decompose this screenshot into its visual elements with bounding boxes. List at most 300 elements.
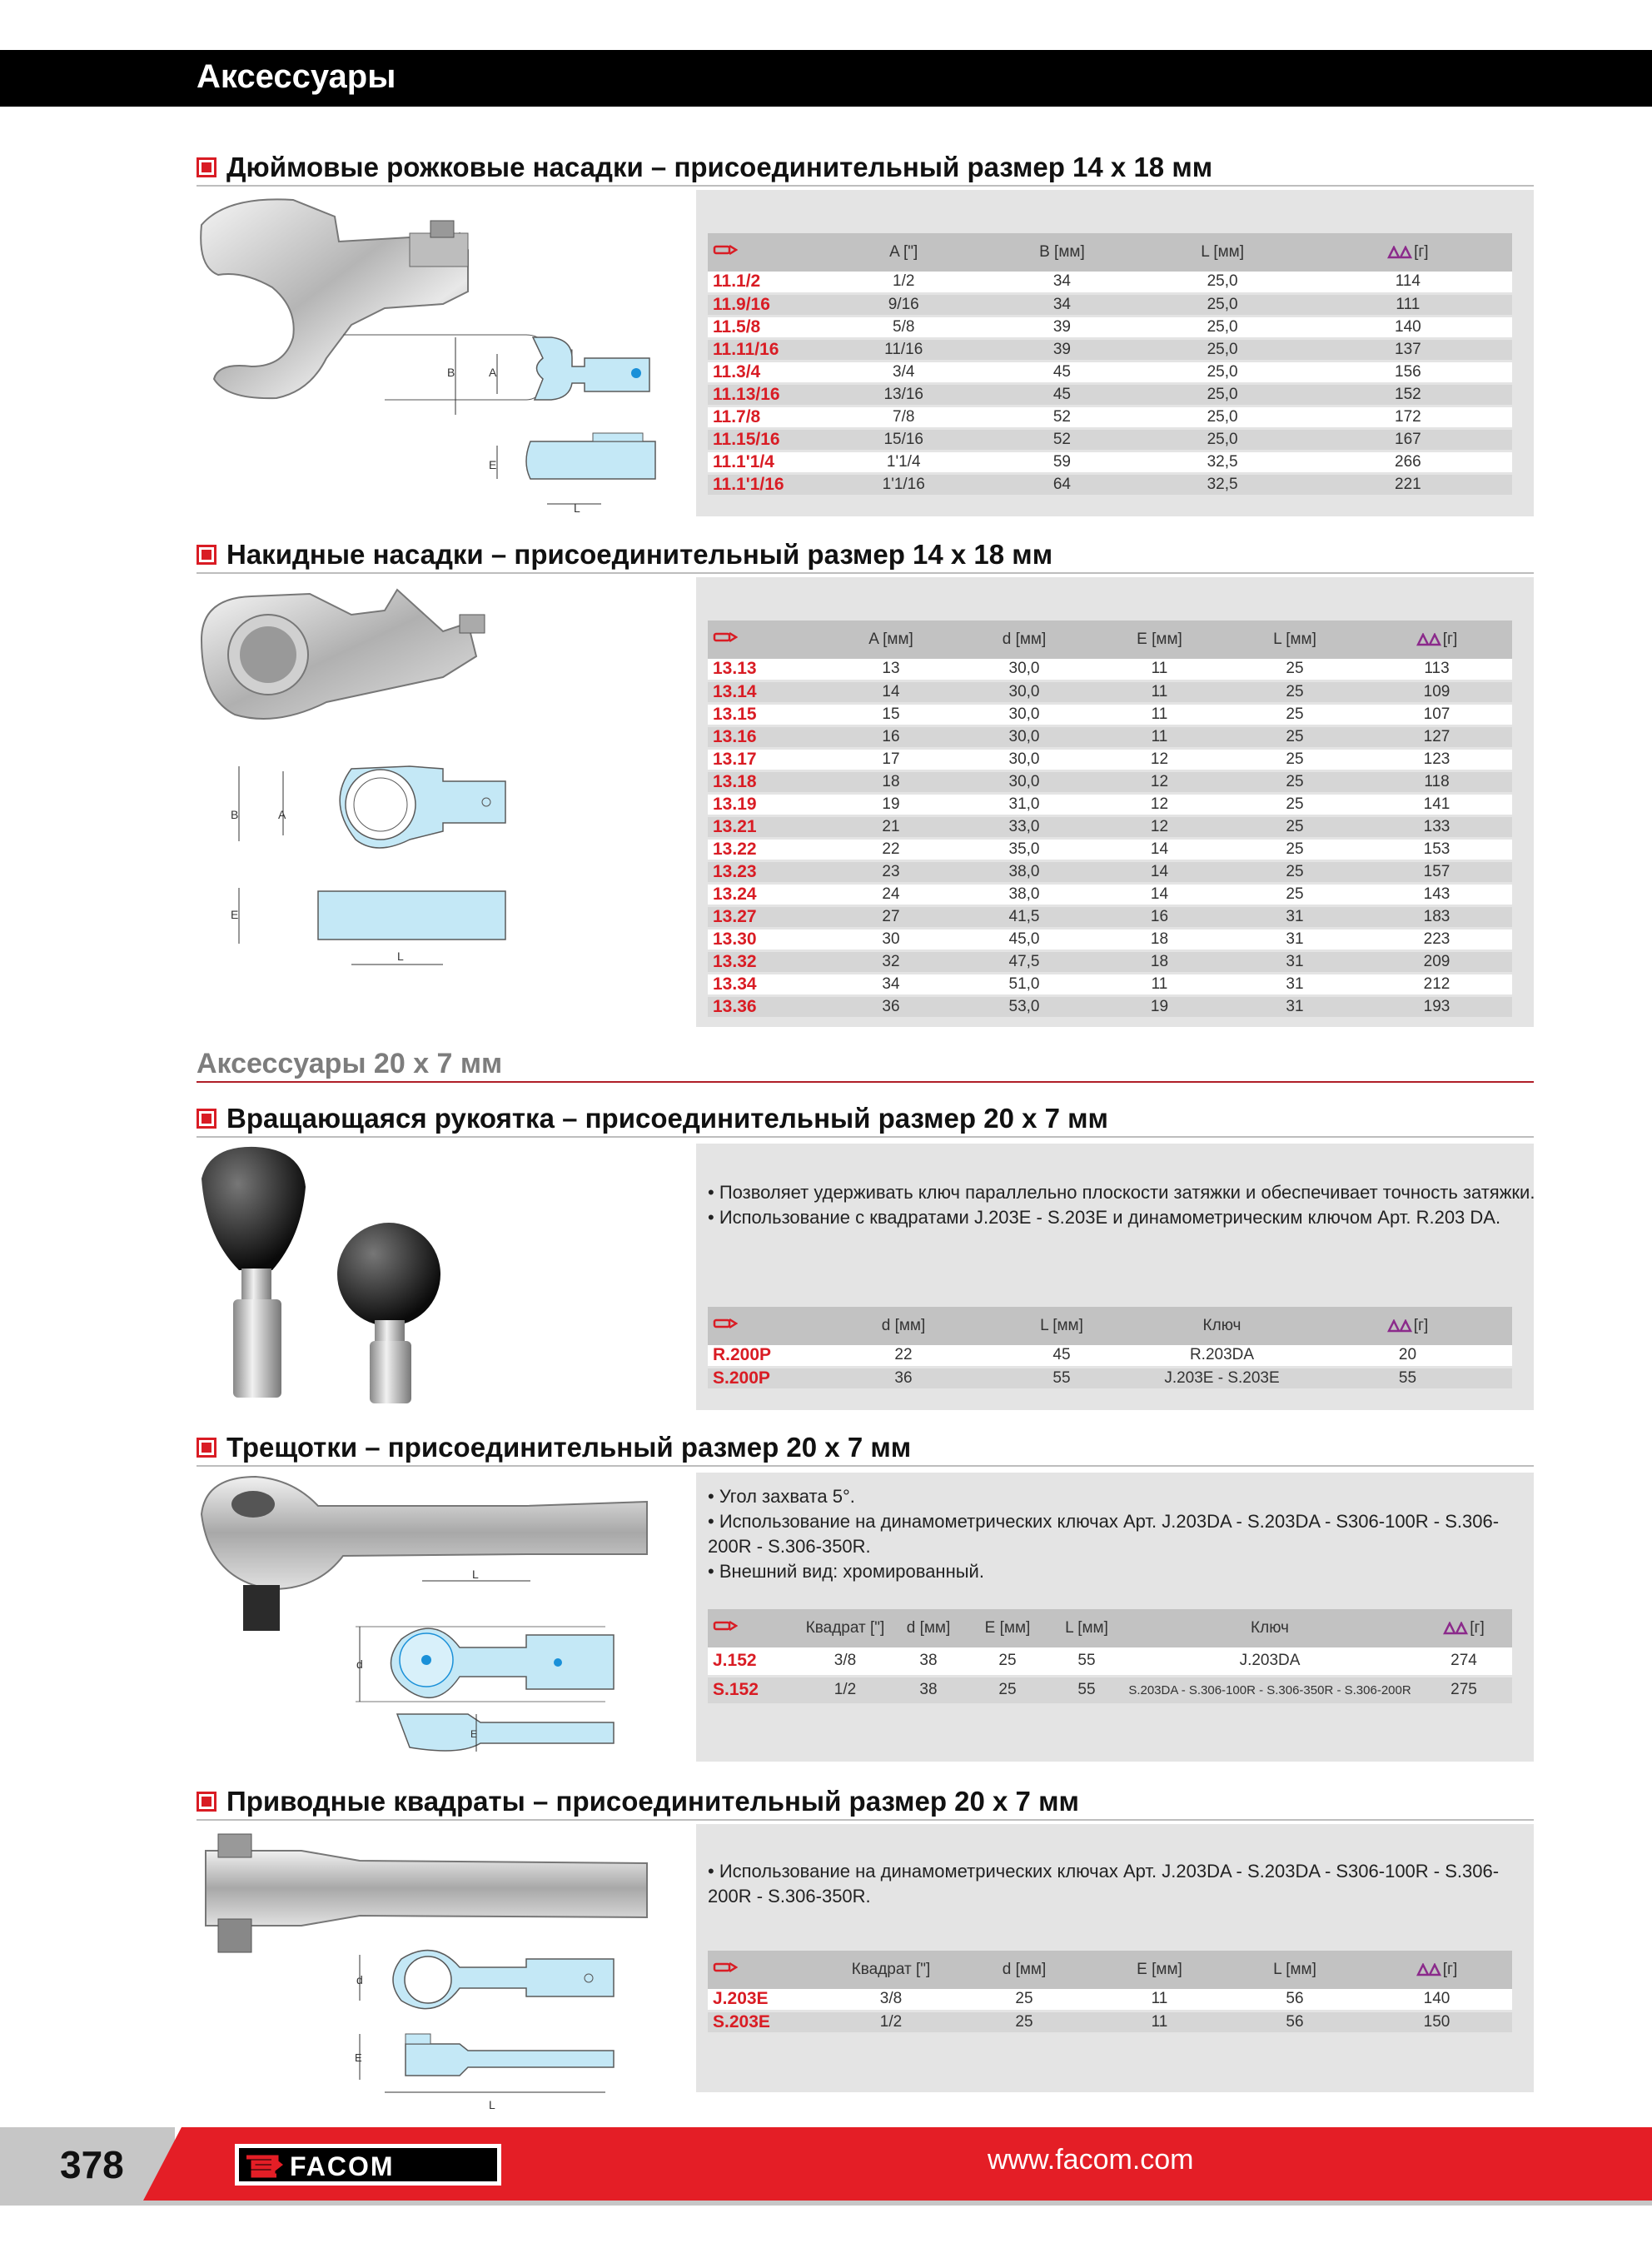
- drive-square-description: [708, 1859, 1499, 1909]
- table-cell: 14: [1091, 883, 1228, 905]
- dim-label-l: L: [472, 1568, 479, 1581]
- table-cell: 11: [1091, 973, 1228, 995]
- table-cell: 25: [958, 1989, 1091, 2011]
- table-row: [708, 770, 1512, 793]
- section-title: Трещотки – присоединительный размер 20 x 7 мм: [226, 1432, 912, 1463]
- table-cell: 25: [958, 2011, 1091, 2033]
- table-cell: 30,0: [958, 659, 1091, 680]
- wrench-ref-icon: [713, 1961, 738, 1974]
- article-ref-cell: 13.27: [708, 905, 824, 928]
- wrench-ref-icon: [713, 631, 738, 644]
- weight-icon: [1387, 1319, 1414, 1333]
- dim-label-a: A: [278, 808, 286, 821]
- table-row: [708, 950, 1512, 973]
- section-bullet-icon: [197, 1109, 216, 1129]
- dim-label-e: E: [231, 908, 239, 921]
- table-cell: 32,5: [1142, 451, 1304, 473]
- facom-logo[interactable]: [235, 2139, 501, 2191]
- article-ref-cell: S.200P: [708, 1367, 824, 1389]
- article-ref-cell: 13.16: [708, 725, 824, 748]
- table-cell: 24: [824, 883, 958, 905]
- table-cell: 12: [1091, 815, 1228, 838]
- table-cell: 12: [1091, 793, 1228, 815]
- page-number: 378: [60, 2143, 124, 2186]
- table-cell: 140: [1304, 316, 1512, 338]
- bullet-text: • Использование на динамометрических ключах Арт. J.203DA - S.203DA - S306-100R - S.306-: [708, 1861, 1500, 1882]
- swivel-handle-spec-table: [708, 1307, 1512, 1391]
- table-cell: 25,0: [1142, 316, 1304, 338]
- table-cell: 25: [966, 1647, 1049, 1676]
- section-bullet-icon: [197, 545, 216, 565]
- table-cell: 25: [1228, 838, 1361, 860]
- drive-square-spec-table: [708, 1951, 1512, 2035]
- table-cell: 25: [1228, 770, 1361, 793]
- col-header-square: Квадрат ["]: [799, 1609, 891, 1647]
- article-ref-cell: 13.24: [708, 883, 824, 905]
- table-cell: 34: [824, 973, 958, 995]
- dim-label-b: B: [447, 366, 455, 379]
- table-cell: 183: [1361, 905, 1512, 928]
- table-cell: 35,0: [958, 838, 1091, 860]
- table-row: [708, 659, 1512, 680]
- table-cell: 19: [824, 793, 958, 815]
- table-cell: 15: [824, 703, 958, 725]
- open-end-table-panel: [696, 190, 1534, 516]
- page-title: Аксессуары: [197, 58, 396, 95]
- ref-column-header: [708, 1609, 799, 1647]
- weight-icon: [1387, 246, 1414, 259]
- table-row: [708, 1647, 1512, 1676]
- section-title: Приводные квадраты – присоединительный размер 20 x 7 мм: [226, 1786, 1079, 1817]
- table-cell: 13/16: [824, 383, 983, 406]
- table-cell: 9/16: [824, 293, 983, 316]
- table-cell: 11/16: [824, 338, 983, 361]
- drive-square-panel: [696, 1824, 1534, 2092]
- ring-head-dimension-drawing: [231, 766, 505, 964]
- col-header-d: d [мм]: [958, 621, 1091, 659]
- table-cell: 59: [983, 451, 1141, 473]
- table-cell: 12: [1091, 770, 1228, 793]
- table-cell: 55: [1049, 1676, 1124, 1704]
- table-cell: 45: [983, 383, 1141, 406]
- table-cell: 3/8: [824, 1989, 958, 2011]
- table-cell: J.203E - S.203E: [1141, 1367, 1303, 1389]
- ref-column-header: [708, 621, 824, 659]
- article-ref-cell: 13.34: [708, 973, 824, 995]
- table-row: [708, 1345, 1512, 1367]
- article-ref-cell: 11.5/8: [708, 316, 824, 338]
- table-cell: 25: [1228, 659, 1361, 680]
- drive-square-dimension-drawing: [355, 1951, 614, 2111]
- table-row: [708, 1676, 1512, 1704]
- table-row: [708, 361, 1512, 383]
- table-cell: 25: [1228, 815, 1361, 838]
- article-ref-cell: 11.1'1/16: [708, 473, 824, 496]
- dim-label-l: L: [574, 501, 580, 515]
- table-cell: 193: [1361, 995, 1512, 1018]
- dim-label-l: L: [397, 950, 404, 963]
- table-cell: 11: [1091, 725, 1228, 748]
- table-cell: 167: [1304, 428, 1512, 451]
- table-cell: 5/8: [824, 316, 983, 338]
- table-cell: 25: [1228, 703, 1361, 725]
- table-cell: 11: [1091, 2011, 1228, 2033]
- table-cell: 56: [1228, 1989, 1361, 2011]
- table-cell: 15/16: [824, 428, 983, 451]
- section-heading-swivel-handle: [197, 1099, 1534, 1138]
- ring-head-spec-table: [708, 621, 1512, 1019]
- col-header-weight: [г]: [1303, 1307, 1512, 1345]
- table-cell: 152: [1304, 383, 1512, 406]
- table-cell: 45,0: [958, 928, 1091, 950]
- section-heading-drive-squares: [197, 1782, 1534, 1821]
- table-row: [708, 725, 1512, 748]
- table-cell: 1'1/16: [824, 473, 983, 496]
- table-cell: 31: [1228, 905, 1361, 928]
- ref-column-header: [708, 1307, 824, 1345]
- table-cell: 127: [1361, 725, 1512, 748]
- table-row: [708, 272, 1512, 293]
- article-ref-cell: 13.18: [708, 770, 824, 793]
- table-cell: 156: [1304, 361, 1512, 383]
- article-ref-cell: 13.22: [708, 838, 824, 860]
- table-row: [708, 451, 1512, 473]
- swivel-handle-description: [708, 1180, 1535, 1230]
- table-cell: 114: [1304, 272, 1512, 293]
- table-cell: 38,0: [958, 860, 1091, 883]
- table-cell: 221: [1304, 473, 1512, 496]
- table-cell: 1/2: [824, 272, 983, 293]
- table-cell: 223: [1361, 928, 1512, 950]
- table-cell: 30,0: [958, 680, 1091, 703]
- weight-icon: [1416, 1963, 1443, 1976]
- table-cell: 30: [824, 928, 958, 950]
- table-cell: 1'1/4: [824, 451, 983, 473]
- table-cell: 18: [1091, 928, 1228, 950]
- page-header-bar: [0, 50, 1652, 107]
- table-cell: 212: [1361, 973, 1512, 995]
- table-cell: 111: [1304, 293, 1512, 316]
- article-ref-cell: 11.1/2: [708, 272, 824, 293]
- table-cell: 25,0: [1142, 338, 1304, 361]
- article-ref-cell: 13.23: [708, 860, 824, 883]
- dim-label-d: d: [356, 1973, 363, 1986]
- table-cell: 3/4: [824, 361, 983, 383]
- table-cell: 41,5: [958, 905, 1091, 928]
- table-cell: 17: [824, 748, 958, 770]
- col-header-l: L [мм]: [1228, 1951, 1361, 1989]
- article-ref-cell: 11.13/16: [708, 383, 824, 406]
- col-header-d: d [мм]: [824, 1307, 983, 1345]
- table-cell: 23: [824, 860, 958, 883]
- table-cell: 25: [1228, 793, 1361, 815]
- table-row: [708, 905, 1512, 928]
- drive-square-illustration: [193, 1826, 659, 2117]
- col-header-l: L [мм]: [1049, 1609, 1124, 1647]
- subsection-heading-20x7: [197, 1044, 1534, 1083]
- table-cell: 52: [983, 428, 1141, 451]
- col-header-square: Квадрат ["]: [824, 1951, 958, 1989]
- wrench-ref-icon: [713, 1317, 738, 1330]
- section-bullet-icon: [197, 1438, 216, 1458]
- table-cell: 25: [1228, 883, 1361, 905]
- table-cell: 39: [983, 316, 1141, 338]
- dim-label-e: E: [355, 2051, 362, 2064]
- section-title: Накидные насадки – присоединительный размер 14 x 18 мм: [226, 539, 1053, 570]
- table-cell: 18: [1091, 950, 1228, 973]
- table-cell: 14: [1091, 860, 1228, 883]
- bullet-text: 200R - S.306-350R.: [708, 1536, 871, 1557]
- table-row: [708, 815, 1512, 838]
- article-ref-cell: 13.13: [708, 659, 824, 680]
- facom-logo-wordmark: FACOM: [290, 2151, 395, 2181]
- table-cell: 25,0: [1142, 428, 1304, 451]
- table-cell: 157: [1361, 860, 1512, 883]
- subsection-title: Аксессуары 20 x 7 мм: [197, 1048, 503, 1079]
- table-row: [708, 883, 1512, 905]
- table-cell: 55: [983, 1367, 1141, 1389]
- ref-column-header: [708, 233, 824, 272]
- table-cell: 19: [1091, 995, 1228, 1018]
- article-ref-cell: 13.14: [708, 680, 824, 703]
- table-row: [708, 383, 1512, 406]
- table-cell: 25: [1228, 725, 1361, 748]
- page-footer: [0, 2122, 1652, 2206]
- table-cell: 25,0: [1142, 293, 1304, 316]
- article-ref-cell: 13.36: [708, 995, 824, 1018]
- table-row: [708, 973, 1512, 995]
- ratchet-spec-table: [708, 1609, 1512, 1706]
- table-row: [708, 406, 1512, 428]
- table-cell: 52: [983, 406, 1141, 428]
- col-header-l: L [мм]: [1228, 621, 1361, 659]
- table-cell: 266: [1304, 451, 1512, 473]
- open-end-spec-table: [708, 233, 1512, 497]
- table-cell: 30,0: [958, 703, 1091, 725]
- table-cell: 16: [824, 725, 958, 748]
- table-cell: 31,0: [958, 793, 1091, 815]
- dim-label-e: E: [470, 1728, 478, 1740]
- table-cell: 107: [1361, 703, 1512, 725]
- table-cell: 45: [983, 361, 1141, 383]
- open-end-dimension-drawing: [343, 335, 655, 515]
- table-cell: 140: [1361, 1989, 1512, 2011]
- table-cell: 21: [824, 815, 958, 838]
- table-cell: 53,0: [958, 995, 1091, 1018]
- table-cell: 22: [824, 838, 958, 860]
- table-cell: 51,0: [958, 973, 1091, 995]
- section-title: Дюймовые рожковые насадки – присоединительный размер 14 x 18 мм: [226, 152, 1213, 182]
- article-ref-cell: 13.17: [708, 748, 824, 770]
- ref-column-header: [708, 1951, 824, 1989]
- table-cell: 141: [1361, 793, 1512, 815]
- section-heading-ratchets: [197, 1428, 1534, 1467]
- table-cell: 20: [1303, 1345, 1512, 1367]
- article-ref-cell: 11.11/16: [708, 338, 824, 361]
- table-cell: 13: [824, 659, 958, 680]
- table-cell: 14: [1091, 838, 1228, 860]
- table-cell: 137: [1304, 338, 1512, 361]
- table-cell: 153: [1361, 838, 1512, 860]
- table-cell: 27: [824, 905, 958, 928]
- table-row: [708, 2011, 1512, 2033]
- bullet-text: • Позволяет удерживать ключ параллельно плоскости затяжки и обеспечивает точность затяжки.: [708, 1182, 1535, 1203]
- section-title: Вращающаяся рукоятка – присоединительный размер 20 x 7 мм: [226, 1103, 1108, 1134]
- article-ref-cell: J.152: [708, 1647, 799, 1676]
- table-cell: 34: [983, 293, 1141, 316]
- table-row: [708, 1367, 1512, 1389]
- col-header-a: A ["]: [824, 233, 983, 272]
- table-cell: 31: [1228, 995, 1361, 1018]
- table-cell: 1/2: [824, 2011, 958, 2033]
- article-ref-cell: S.152: [708, 1676, 799, 1704]
- table-cell: 33,0: [958, 815, 1091, 838]
- section-heading-ring-heads: [197, 536, 1534, 574]
- table-cell: 36: [824, 1367, 983, 1389]
- dim-label-e: E: [489, 458, 497, 471]
- bullet-text: • Использование на динамометрических ключах Арт. J.203DA - S.203DA - S306-100R - S.306-: [708, 1511, 1500, 1532]
- table-cell: 16: [1091, 905, 1228, 928]
- table-row: [708, 703, 1512, 725]
- table-row: [708, 748, 1512, 770]
- article-ref-cell: 11.9/16: [708, 293, 824, 316]
- table-cell: 64: [983, 473, 1141, 496]
- table-cell: J.203DA: [1124, 1647, 1416, 1676]
- table-cell: 275: [1416, 1676, 1512, 1704]
- ratchet-dimension-drawing: [356, 1568, 614, 1752]
- table-cell: 25: [1228, 860, 1361, 883]
- table-cell: 12: [1091, 748, 1228, 770]
- table-cell: 11: [1091, 703, 1228, 725]
- article-ref-cell: 11.1'1/4: [708, 451, 824, 473]
- dim-label-b: B: [231, 808, 239, 821]
- table-cell: 34: [983, 272, 1141, 293]
- table-cell: 55: [1303, 1367, 1512, 1389]
- article-ref-cell: S.203E: [708, 2011, 824, 2033]
- open-end-head-illustration: [193, 192, 676, 525]
- table-cell: 56: [1228, 2011, 1361, 2033]
- table-row: [708, 680, 1512, 703]
- table-cell: 25: [1228, 748, 1361, 770]
- table-cell: 47,5: [958, 950, 1091, 973]
- table-cell: 30,0: [958, 748, 1091, 770]
- table-cell: 150: [1361, 2011, 1512, 2033]
- dim-label-l: L: [489, 2098, 495, 2111]
- table-cell: 274: [1416, 1647, 1512, 1676]
- col-header-weight: [г]: [1304, 233, 1512, 272]
- article-ref-cell: 13.30: [708, 928, 824, 950]
- table-row: [708, 928, 1512, 950]
- table-cell: 7/8: [824, 406, 983, 428]
- bullet-text: 200R - S.306-350R.: [708, 1886, 871, 1907]
- col-header-d: d [мм]: [958, 1951, 1091, 1989]
- table-cell: 36: [824, 995, 958, 1018]
- article-ref-cell: 11.3/4: [708, 361, 824, 383]
- table-row: [708, 428, 1512, 451]
- table-cell: 109: [1361, 680, 1512, 703]
- ring-head-table-panel: [696, 577, 1534, 1027]
- col-header-e: E [мм]: [966, 1609, 1049, 1647]
- article-ref-cell: 11.7/8: [708, 406, 824, 428]
- col-header-key: Ключ: [1141, 1307, 1303, 1345]
- table-cell: 38: [891, 1647, 966, 1676]
- table-cell: 25,0: [1142, 272, 1304, 293]
- table-row: [708, 860, 1512, 883]
- table-cell: 31: [1228, 950, 1361, 973]
- table-cell: 25: [1228, 680, 1361, 703]
- article-ref-cell: 13.21: [708, 815, 824, 838]
- article-ref-cell: R.200P: [708, 1345, 824, 1367]
- table-cell: 32,5: [1142, 473, 1304, 496]
- col-header-a: A [мм]: [824, 621, 958, 659]
- article-ref-cell: 13.15: [708, 703, 824, 725]
- col-header-weight: [г]: [1416, 1609, 1512, 1647]
- bullet-text: • Использование с квадратами J.203E - S.203E и динамометрическим ключом Арт. R.203 DA.: [708, 1207, 1501, 1228]
- table-row: [708, 316, 1512, 338]
- table-cell: 31: [1228, 928, 1361, 950]
- article-ref-cell: 13.19: [708, 793, 824, 815]
- table-cell: R.203DA: [1141, 1345, 1303, 1367]
- swivel-handle-panel: [696, 1144, 1534, 1410]
- dim-label-a: A: [489, 366, 497, 379]
- table-row: [708, 338, 1512, 361]
- table-cell: 45: [983, 1345, 1141, 1367]
- table-cell: 25,0: [1142, 383, 1304, 406]
- table-cell: 30,0: [958, 770, 1091, 793]
- website-link[interactable]: www.facom.com: [988, 2144, 1194, 2176]
- col-header-l: L [мм]: [1142, 233, 1304, 272]
- col-header-e: E [мм]: [1091, 1951, 1228, 1989]
- table-cell: 11: [1091, 680, 1228, 703]
- table-cell: 25,0: [1142, 406, 1304, 428]
- table-row: [708, 1989, 1512, 2011]
- table-cell: 22: [824, 1345, 983, 1367]
- table-cell: 133: [1361, 815, 1512, 838]
- wrench-ref-icon: [713, 243, 738, 257]
- col-header-key: Ключ: [1124, 1609, 1416, 1647]
- table-cell: 31: [1228, 973, 1361, 995]
- weight-icon: [1443, 1622, 1470, 1635]
- article-ref-cell: 11.15/16: [708, 428, 824, 451]
- col-header-d: d [мм]: [891, 1609, 966, 1647]
- col-header-weight: [г]: [1361, 621, 1512, 659]
- section-bullet-icon: [197, 157, 216, 177]
- section-bullet-icon: [197, 1792, 216, 1812]
- table-row: [708, 793, 1512, 815]
- ring-head-illustration: [193, 581, 676, 973]
- ratchet-description: [708, 1484, 1499, 1584]
- ratchet-panel: [696, 1473, 1534, 1762]
- table-row: [708, 473, 1512, 496]
- table-cell: 39: [983, 338, 1141, 361]
- table-row: [708, 995, 1512, 1018]
- table-cell: 3/8: [799, 1647, 891, 1676]
- table-cell: 14: [824, 680, 958, 703]
- dim-label-d: d: [356, 1657, 363, 1671]
- col-header-e: E [мм]: [1091, 621, 1228, 659]
- table-cell: 209: [1361, 950, 1512, 973]
- table-row: [708, 293, 1512, 316]
- table-cell: 113: [1361, 659, 1512, 680]
- table-cell: 38: [891, 1676, 966, 1704]
- table-cell: S.203DA - S.306-100R - S.306-350R - S.306-200R: [1124, 1676, 1416, 1704]
- table-cell: 32: [824, 950, 958, 973]
- col-header-weight: [г]: [1361, 1951, 1512, 1989]
- col-header-l: L [мм]: [983, 1307, 1141, 1345]
- footer-bottom-line: [0, 2201, 1652, 2206]
- weight-icon: [1416, 633, 1443, 646]
- wrench-ref-icon: [713, 1619, 738, 1632]
